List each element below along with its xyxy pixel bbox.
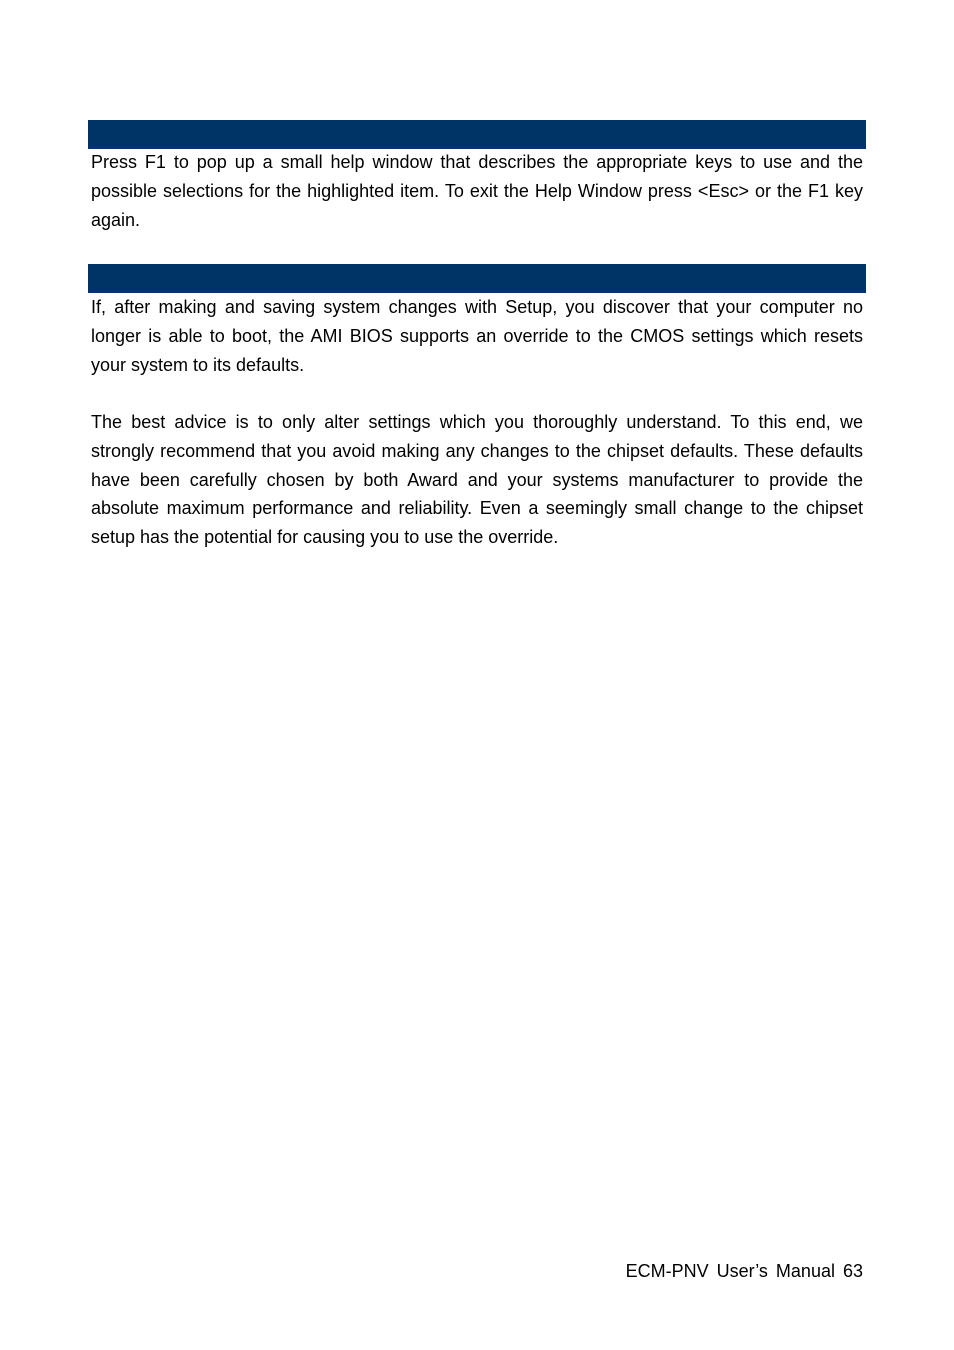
override-paragraph: If, after making and saving system changes with Setup, you discover that your computer no longer is able to boot, the AMI BIOS supports an override to the CMOS settings which resets your system to its defaults. — [91, 297, 863, 375]
help-paragraph: Press F1 to pop up a small help window that describes the appropriate keys to use and the possible selections for the highlighted item. To exit the Help Window press <Esc> or the F1 key again. — [91, 152, 863, 230]
page-footer: ECM-PNV User’s Manual 63 — [625, 1261, 863, 1281]
section-header-bar — [88, 264, 866, 293]
advice-paragraph: The best advice is to only alter settings which you thoroughly understand. To this end, we strongly recommend that you avoid making any changes to the chipset defaults. These defaults have been carefully chosen by both Award and your systems manufacturer to provide the absolute maximum performance and reliability. Even a seemingly small change to the chipset setup has the potential for causing you to use the override. — [91, 412, 863, 548]
section-header-bar — [88, 120, 866, 149]
